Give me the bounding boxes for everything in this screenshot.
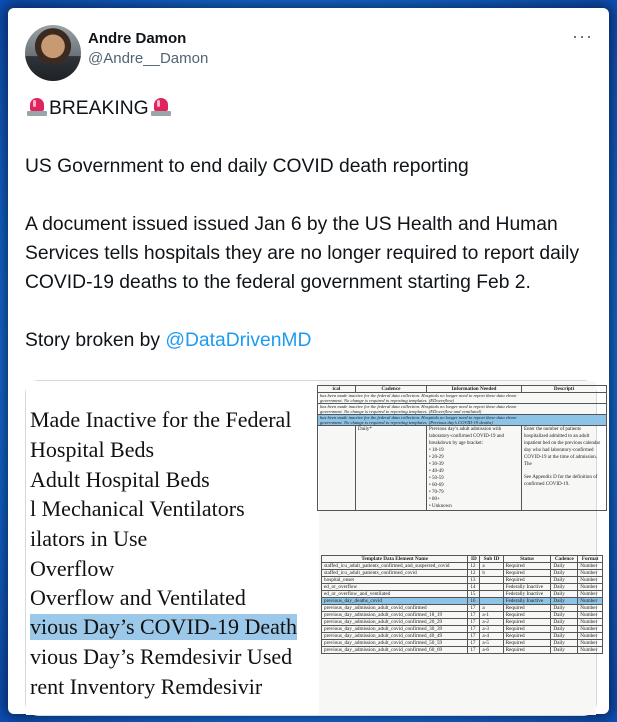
siren-icon — [150, 95, 172, 117]
table-cell: Number — [578, 591, 603, 598]
table-cell: staffed_icu_adult_patients_confirmed_and_suspected_covid — [322, 563, 468, 570]
table-cell: a-4 — [480, 633, 503, 640]
mention-link[interactable]: @DataDrivenMD — [165, 330, 312, 351]
table-cell: Federally Inactive — [503, 584, 551, 591]
document-right-crop — [319, 381, 601, 715]
table-cell: hospital_onset — [322, 577, 468, 584]
table-cell: Required — [503, 626, 551, 633]
info-cell: Previous day’s adult admission with laboratory-confirmed COVID-19 and breakdown by age bracket: • 18-19 • 20-29 • 30-39 • 40-49 • 50-59 • 60-69 • 70-79 • 80+ • Unknown — [427, 426, 522, 511]
table-cell: Required — [503, 633, 551, 640]
table-cell: previous_day_admission_adult_covid_confirmed_60_69 — [322, 647, 468, 654]
table-cell: previous_day_admission_adult_covid_confirmed_40_49 — [322, 633, 468, 640]
table-cell: 17 — [468, 605, 480, 612]
table-cell: 12 — [468, 570, 480, 577]
table-cell: previous_day_admission_adult_covid_confirmed — [322, 605, 468, 612]
table-cell: Number — [578, 598, 603, 605]
table-row — [322, 612, 603, 619]
table-cell: Daily — [551, 598, 578, 605]
table-cell: Number — [578, 605, 603, 612]
doc-line-highlighted: vious Day’s COVID-19 Death — [30, 614, 298, 639]
table-header: Status — [503, 556, 551, 563]
breaking-label: BREAKING — [49, 98, 149, 119]
table-row — [322, 640, 603, 647]
tweet-headline: US Government to end daily COVID death reporting — [25, 156, 469, 177]
table-cell: Number — [578, 584, 603, 591]
table-cell: Daily — [551, 619, 578, 626]
table-row — [322, 577, 603, 584]
table-cell: Number — [578, 626, 603, 633]
table-row — [322, 584, 603, 591]
table-cell: 12 — [468, 563, 480, 570]
table-cell: a-2 — [480, 619, 503, 626]
table-row — [322, 619, 603, 626]
table-cell: 17 — [468, 640, 480, 647]
table-cell: Required — [503, 605, 551, 612]
table-cell: Number — [578, 647, 603, 654]
table-cell: Daily — [551, 647, 578, 654]
table-cell: a-5 — [480, 640, 503, 647]
doc-line: Overflow — [30, 556, 115, 581]
table-header: Template Data Element Name — [322, 556, 468, 563]
table-cell: Number — [578, 640, 603, 647]
element-table — [321, 555, 603, 654]
avatar[interactable] — [25, 25, 81, 81]
table-cell: a — [480, 563, 503, 570]
table-cell: Required — [503, 570, 551, 577]
user-display-name[interactable]: Andre Damon — [88, 30, 187, 47]
table-cell: Required — [503, 619, 551, 626]
table-cell — [480, 584, 503, 591]
table-row — [322, 605, 603, 612]
table-row — [322, 598, 603, 605]
tweet-card — [8, 8, 609, 714]
age-list: • 18-19 • 20-29 • 30-39 • 40-49 • 50-59 • 60-69 • 70-79 • 80+ • Unknown — [429, 448, 452, 509]
table-cell: Required — [503, 640, 551, 647]
table-cell: Daily — [551, 563, 578, 570]
table-cell: Daily — [551, 640, 578, 647]
info-table — [317, 385, 607, 511]
table-row — [322, 626, 603, 633]
table-cell: ed_or_overflow_and_ventilated — [322, 591, 468, 598]
table-cell: Daily — [551, 591, 578, 598]
table-row — [322, 633, 603, 640]
table-cell: 17 — [468, 647, 480, 654]
table-header: Cadence — [355, 386, 426, 393]
user-handle[interactable]: @Andre__Damon — [88, 50, 209, 67]
tweet-text — [25, 94, 595, 355]
story-credit — [25, 326, 595, 355]
table-header: Format — [578, 556, 603, 563]
table-cell: 17 — [468, 626, 480, 633]
inactive-note: has been made inactive for the federal data collection. Hospitals no longer need to report these data eleme government. No change is required to reporting templates. (EDoverflow) — [318, 393, 607, 404]
table-cell: 15 — [468, 591, 480, 598]
table-cell: previous_day_admission_adult_covid_confirmed_50_59 — [322, 640, 468, 647]
inactive-note-highlighted: has been made inactive for the federal data collection. Hospitals no longer need to report these data eleme government. No change is required to reporting templates. (Previous day’s COVID-19 deaths) — [318, 415, 607, 426]
table-cell: a-3 — [480, 626, 503, 633]
breaking-line — [25, 94, 595, 123]
table-cell — [480, 577, 503, 584]
table-cell: a-6 — [480, 647, 503, 654]
table-cell: Daily — [551, 584, 578, 591]
table-cell: Federally Inactive — [503, 591, 551, 598]
table-row — [322, 563, 603, 570]
siren-icon — [26, 95, 48, 117]
table-cell: Number — [578, 612, 603, 619]
table-row — [322, 647, 603, 654]
doc-line: ilators in Use — [30, 526, 148, 551]
table-cell: previous_day_deaths_covid — [322, 598, 468, 605]
story-prefix: Story broken by — [25, 330, 166, 351]
table-row — [322, 591, 603, 598]
table-cell: ed_or_overflow — [322, 584, 468, 591]
table-cell: 16 — [468, 598, 480, 605]
table-cell: Daily — [551, 605, 578, 612]
table-cell: Number — [578, 577, 603, 584]
table-cell: 14 — [468, 584, 480, 591]
table-cell: 17 — [468, 612, 480, 619]
doc-line: Hospital Beds — [30, 437, 155, 462]
doc-line: rent Inventory Remdesivir — [30, 674, 263, 699]
table-cell: Required — [503, 563, 551, 570]
table-cell: Required — [503, 577, 551, 584]
doc-line: Overflow and Ventilated — [30, 585, 246, 610]
doc-line: l Mechanical Ventilators — [30, 496, 245, 521]
table-cell: previous_day_admission_adult_covid_confirmed_30_39 — [322, 626, 468, 633]
document-left-crop — [26, 381, 319, 715]
table-cell: 17 — [468, 619, 480, 626]
doc-line: Adult Hospital Beds — [30, 467, 210, 492]
table-cell: Federally Inactive — [503, 598, 551, 605]
table-cell — [480, 591, 503, 598]
table-header: ical — [318, 386, 356, 393]
table-cell: 17 — [468, 633, 480, 640]
inactive-note: has been made inactive for the federal data collection. Hospitals no longer need to report these data eleme government. No change is required to reporting templates. (EDoverflow and ventilated) — [318, 404, 607, 415]
table-cell: staffed_icu_adult_patients_confirmed_covid — [322, 570, 468, 577]
description-cell: Enter the number of patients hospitalized admitted to an adult inpatient bed on the previous calendar day who had laboratory-confirmed COVID-19 at the time of admission. The See Appendix D for the definition of confirmed COVID-19. — [522, 426, 607, 511]
doc-line: vious Day’s Remdesivir Used — [30, 644, 293, 669]
table-cell: a — [480, 605, 503, 612]
tweet-body: A document issued issued Jan 6 by the US Health and Human Services tells hospitals they are no longer required to report daily COVID-19 deaths to the federal government starting Feb 2. — [25, 214, 580, 293]
table-header: Cadence — [551, 556, 578, 563]
table-cell: Number — [578, 619, 603, 626]
table-header: Descripti — [522, 386, 607, 393]
table-cell: Number — [578, 633, 603, 640]
table-cell: Number — [578, 570, 603, 577]
daily-label: Daily* — [355, 426, 426, 511]
attached-image[interactable] — [25, 380, 601, 716]
table-cell: Required — [503, 612, 551, 619]
table-header: Information Needed — [427, 386, 522, 393]
table-cell: Required — [503, 647, 551, 654]
doc-line: Made Inactive for the Federal — [30, 407, 292, 432]
table-cell: 13 — [468, 577, 480, 584]
table-header: Sub ID — [480, 556, 503, 563]
table-row — [322, 570, 603, 577]
table-cell: a-1 — [480, 612, 503, 619]
table-header: ID — [468, 556, 480, 563]
more-options-icon[interactable]: ··· — [572, 26, 593, 46]
table-cell: Daily — [551, 626, 578, 633]
table-cell — [480, 598, 503, 605]
table-cell: Daily — [551, 577, 578, 584]
table-cell: previous_day_admission_adult_covid_confirmed_20_29 — [322, 619, 468, 626]
table-cell: Daily — [551, 612, 578, 619]
table-cell: Number — [578, 563, 603, 570]
table-cell: Daily — [551, 633, 578, 640]
table-cell: previous_day_admission_adult_covid_confirmed_18_19 — [322, 612, 468, 619]
table-cell: Daily — [551, 570, 578, 577]
table-cell: b — [480, 570, 503, 577]
